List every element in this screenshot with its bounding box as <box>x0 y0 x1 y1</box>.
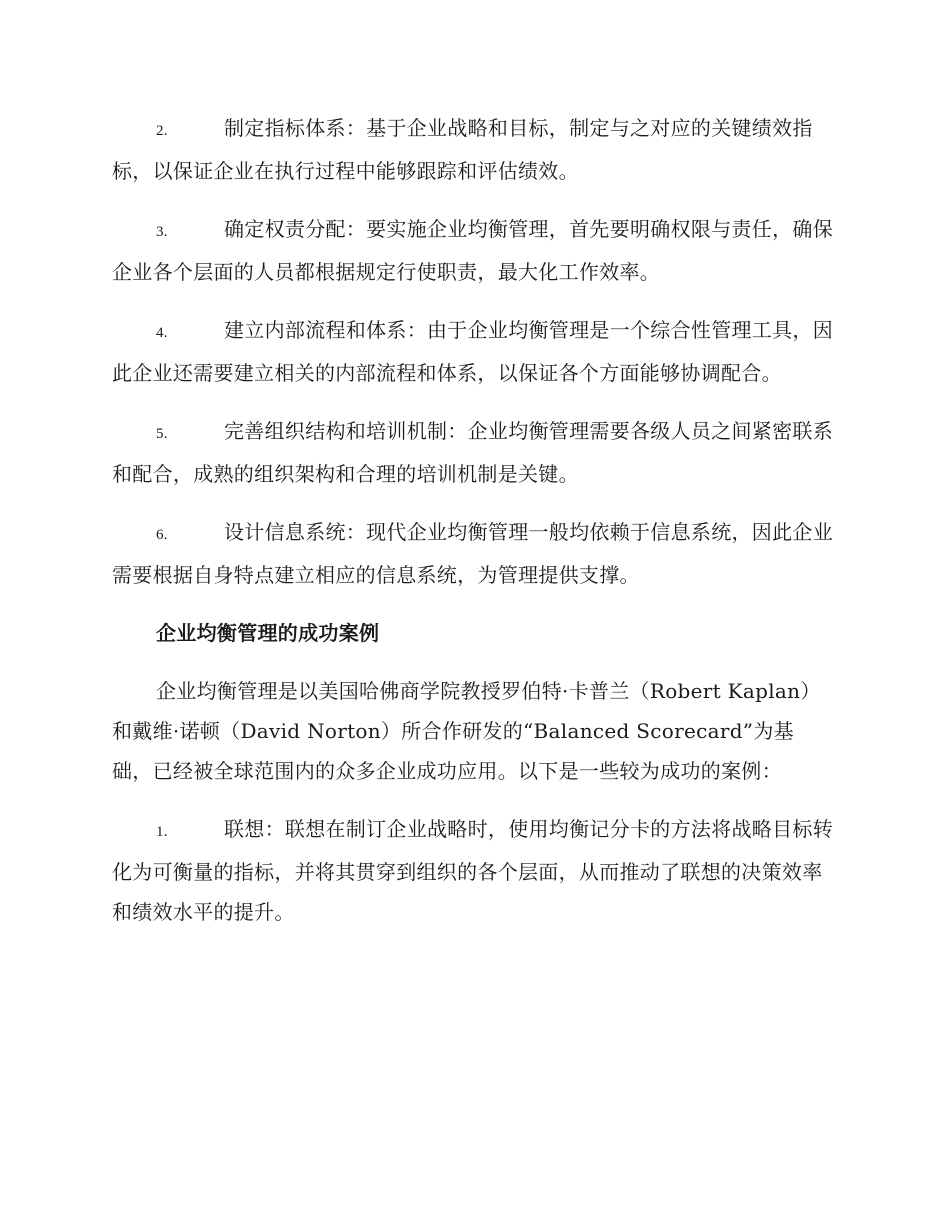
list-item-text: 联想：联想在制订企业战略时，使用均衡记分卡的方法将战略目标转化为可衡量的指标，并将其贯穿到组织的各个层面，从而推动了联想的决策效率和绩效水平的提升。 <box>112 817 833 924</box>
list-item-text: 确定权责分配：要实施企业均衡管理，首先要明确权限与责任，确保企业各个层面的人员都根据规定行使职责，最大化工作效率。 <box>112 217 833 284</box>
list-item-4 <box>112 310 834 393</box>
intro-paragraph: 企业均衡管理是以美国哈佛商学院教授罗伯特·卡普兰（Robert Kaplan）和戴维·诺顿（David Norton）所合作研发的“Balanced Scorecard”为基础，已经被全球范围内的众多企业成功应用。以下是一些较为成功的案例： <box>112 679 821 783</box>
list-item-5 <box>112 411 834 494</box>
list-number: 2. <box>156 123 168 139</box>
section-heading: 企业均衡管理的成功案例 <box>156 621 380 645</box>
list-item-2 <box>112 108 834 191</box>
list-item-text: 完善组织结构和培训机制：企业均衡管理需要各级人员之间紧密联系和配合，成熟的组织架构和合理的培训机制是关键。 <box>112 419 833 486</box>
list-item-text: 设计信息系统：现代企业均衡管理一般均依赖于信息系统，因此企业需要根据自身特点建立相应的信息系统，为管理提供支撑。 <box>112 520 833 587</box>
list-item-3 <box>112 209 834 292</box>
list-number: 3. <box>156 224 168 240</box>
list-number: 6. <box>156 527 168 543</box>
document-page <box>112 108 834 950</box>
case-item-1 <box>112 809 834 932</box>
list-number: 1. <box>156 824 168 840</box>
list-item-text: 建立内部流程和体系：由于企业均衡管理是一个综合性管理工具，因此企业还需要建立相关的内部流程和体系，以保证各个方面能够协调配合。 <box>112 318 833 385</box>
list-item-6 <box>112 512 834 595</box>
list-item-text: 制定指标体系：基于企业战略和目标，制定与之对应的关键绩效指标，以保证企业在执行过程中能够跟踪和评估绩效。 <box>112 116 813 183</box>
list-number: 4. <box>156 325 168 341</box>
list-number: 5. <box>156 426 168 442</box>
